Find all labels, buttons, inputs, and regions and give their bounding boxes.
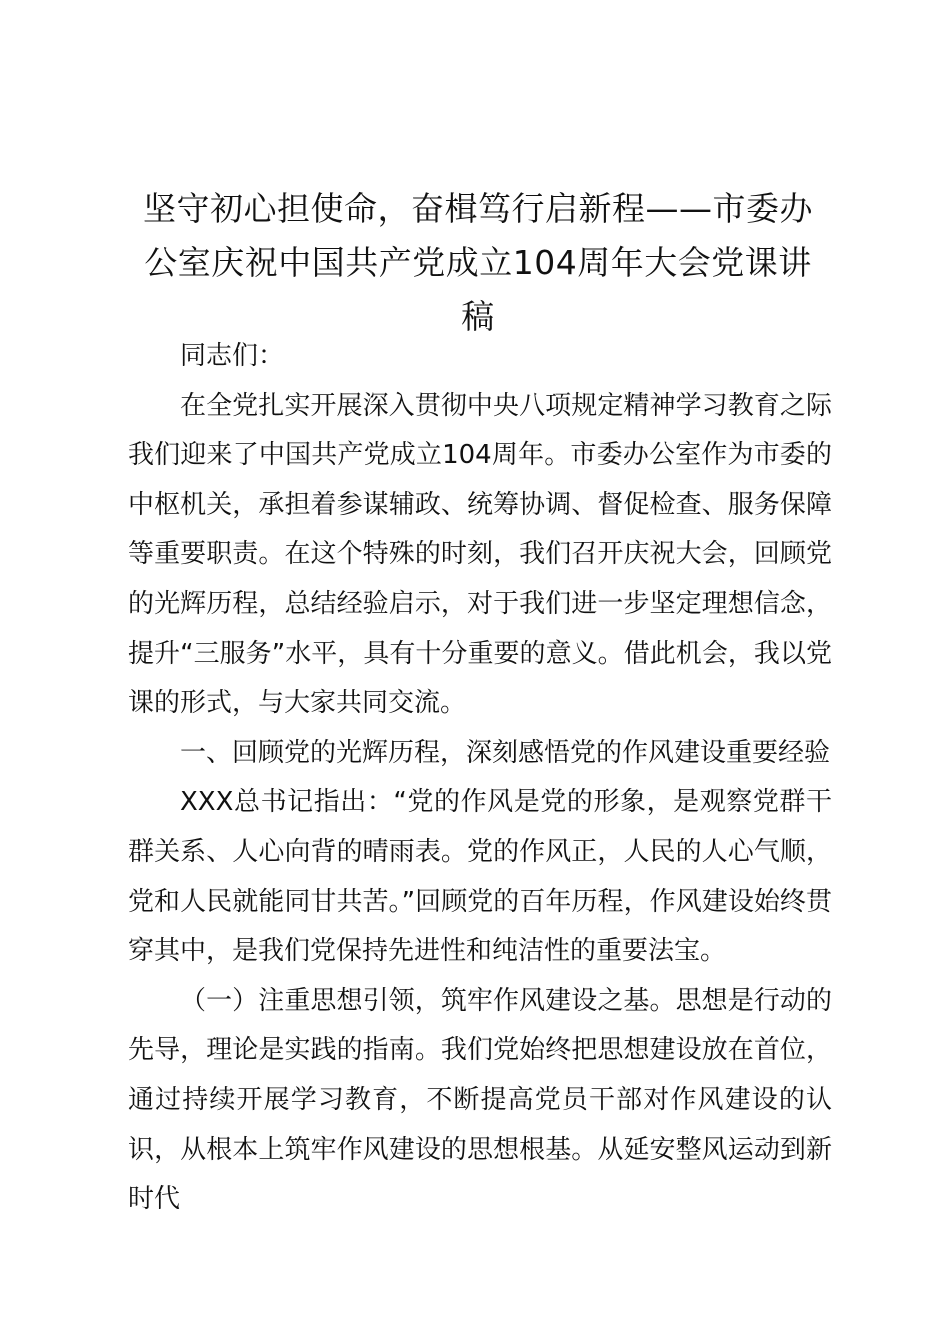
paragraph-intro: 在全党扎实开展深入贯彻中央八项规定精神学习教育之际我们迎来了中国共产党成立104周年。市委办公室作为市委的中枢机关，承担着参谋辅政、统筹协调、督促检查、服务保障等重要职责。在这个特殊的时刻，我们召开庆祝大会，回顾党的光辉历程，总结经验启示，对于我们进一步坚定理想信念，提升“三服务”水平，具有十分重要的意义。借此机会，我以党课的形式，与大家共同交流。 <box>128 390 832 719</box>
salutation: 同志们： <box>180 341 285 371</box>
paragraph-quote: XXX总书记指出：“党的作风是党的形象，是观察党群干群关系、人心向背的晴雨表。党的作风正，人民的人心气顺，党和人民就能同甘共苦。”回顾党的百年历程，作风建设始终贯穿其中，是我们党保持先进性和纯洁性的重要法宝。 <box>128 787 832 967</box>
document-body <box>128 332 832 1225</box>
document-title: 坚守初心担使命，奋楫笃行启新程——市委办公室庆祝中国共产党成立104周年大会党课讲稿 <box>143 189 813 336</box>
section-heading-1: 一、回顾党的光辉历程，深刻感悟党的作风建设重要经验 <box>180 737 831 768</box>
paragraph-subsection-1: （一）注重思想引领，筑牢作风建设之基。思想是行动的先导，理论是实践的指南。我们党始终把思想建设放在首位，通过持续开展学习教育，不断提高党员干部对作风建设的认识，从根本上筑牢作风建设的思想根基。从延安整风运动到新时代 <box>128 985 832 1215</box>
